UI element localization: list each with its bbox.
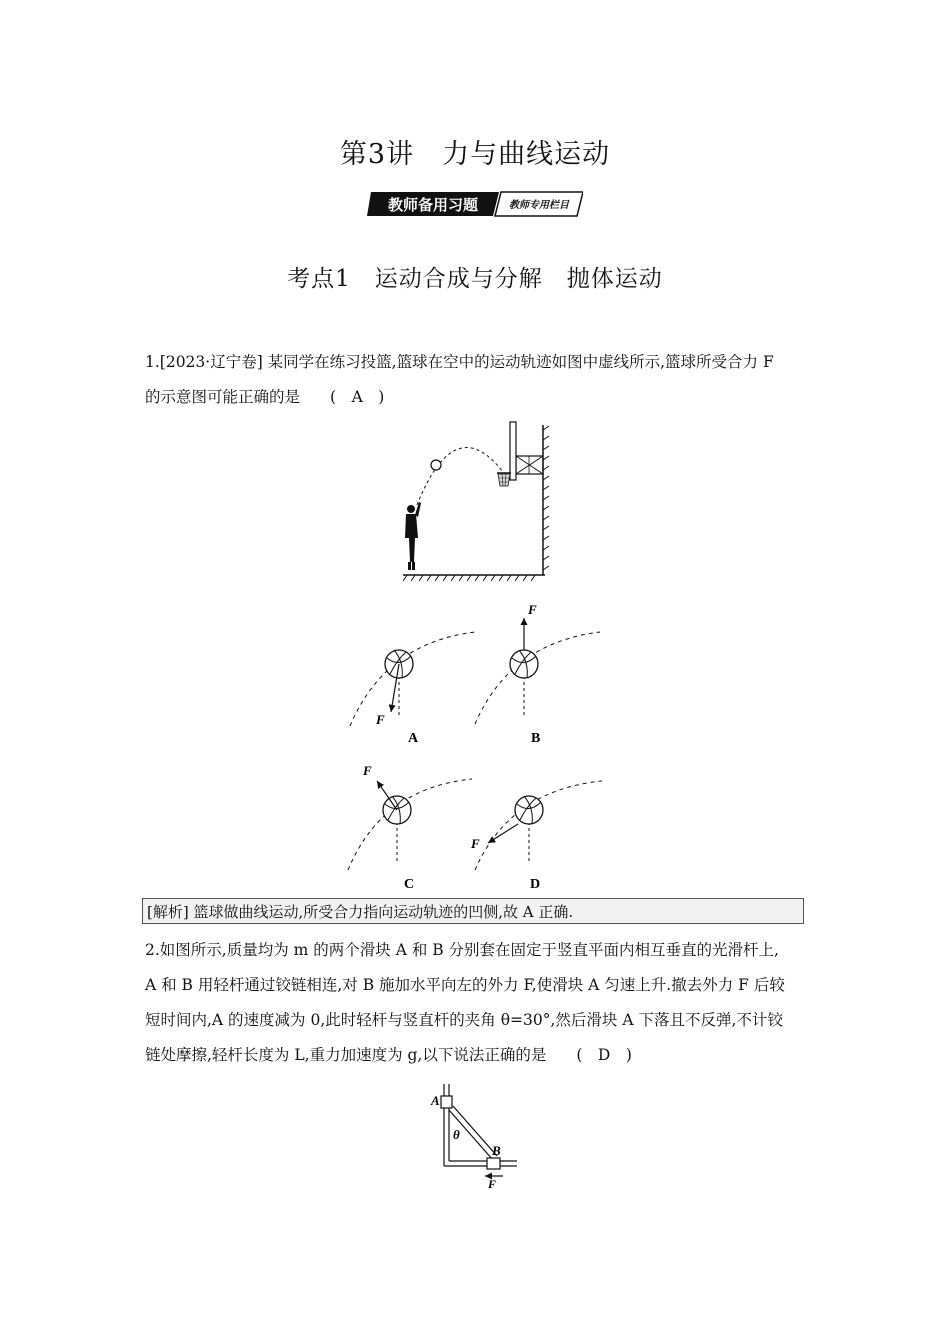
option-b-label: B [531,731,541,746]
section-title: 考点1 运动合成与分解 抛体运动 [287,266,663,292]
option-d-label: D [530,877,541,892]
player-icon [405,502,421,570]
question-2-line-3: 短时间内,A 的速度减为 0,此时轻杆与竖直杆的夹角 θ=30°,然后滑块 A 下落且不反弹,不计铰 [145,1011,783,1029]
option-a-force-label: F [376,712,385,727]
question-2-text: 链处摩擦,轻杆长度为 L,重力加速度为 g,以下说法正确的是 [145,1046,547,1064]
option-c-diagram [348,763,472,892]
question-2-line-1: 2.如图所示,质量均为 m 的两个滑块 A 和 B 分别套在固定于竖直平面内相互垂直的光滑杆上, [145,941,779,959]
question-1-line-1: 1.[2023·辽宁卷] 某同学在练习投篮,篮球在空中的运动轨迹如图中虚线所示,篮球所受合力 F [145,353,774,371]
option-c-force-label: F [363,763,372,778]
basketball-court-figure [395,420,555,585]
block-a-label: A [431,1093,440,1108]
question-2 [145,933,810,1073]
question-1-line-2 [145,380,810,415]
question-1-analysis: [解析] 篮球做曲线运动,所受合力指向运动轨迹的凹侧,故 A 正确. [142,898,804,924]
banner-main-text: 教师备用习题 [387,198,479,214]
sliding-blocks-figure [425,1080,525,1190]
page-title: 第3讲 力与曲线运动 [339,139,611,170]
question-2-line-4 [145,1038,810,1073]
option-a-label: A [408,731,419,746]
question-1-text: 的示意图可能正确的是 [145,388,301,406]
theta-label: θ [453,1127,460,1142]
option-d-diagram [470,781,602,892]
banner-side-text: 教师专用栏目 [509,200,569,211]
question-1 [145,345,810,415]
option-d-force-label: F [471,836,480,851]
question-2-answer: ( D ) [576,1046,632,1064]
option-b-force-label: F [528,602,537,617]
question-2-line-2: A 和 B 用轻杆通过铰链相连,对 B 施加水平向左的外力 F,使滑块 A 匀速上升.撤去外力 F 后较 [145,976,785,994]
option-b-diagram [475,602,600,746]
option-a-diagram [350,632,475,746]
option-c-label: C [404,877,415,892]
teacher-banner [367,190,583,218]
block-b-label: B [492,1143,501,1158]
force-f-label: F [488,1177,497,1190]
force-options-figure [330,598,620,898]
question-1-answer: ( A ) [330,388,385,406]
